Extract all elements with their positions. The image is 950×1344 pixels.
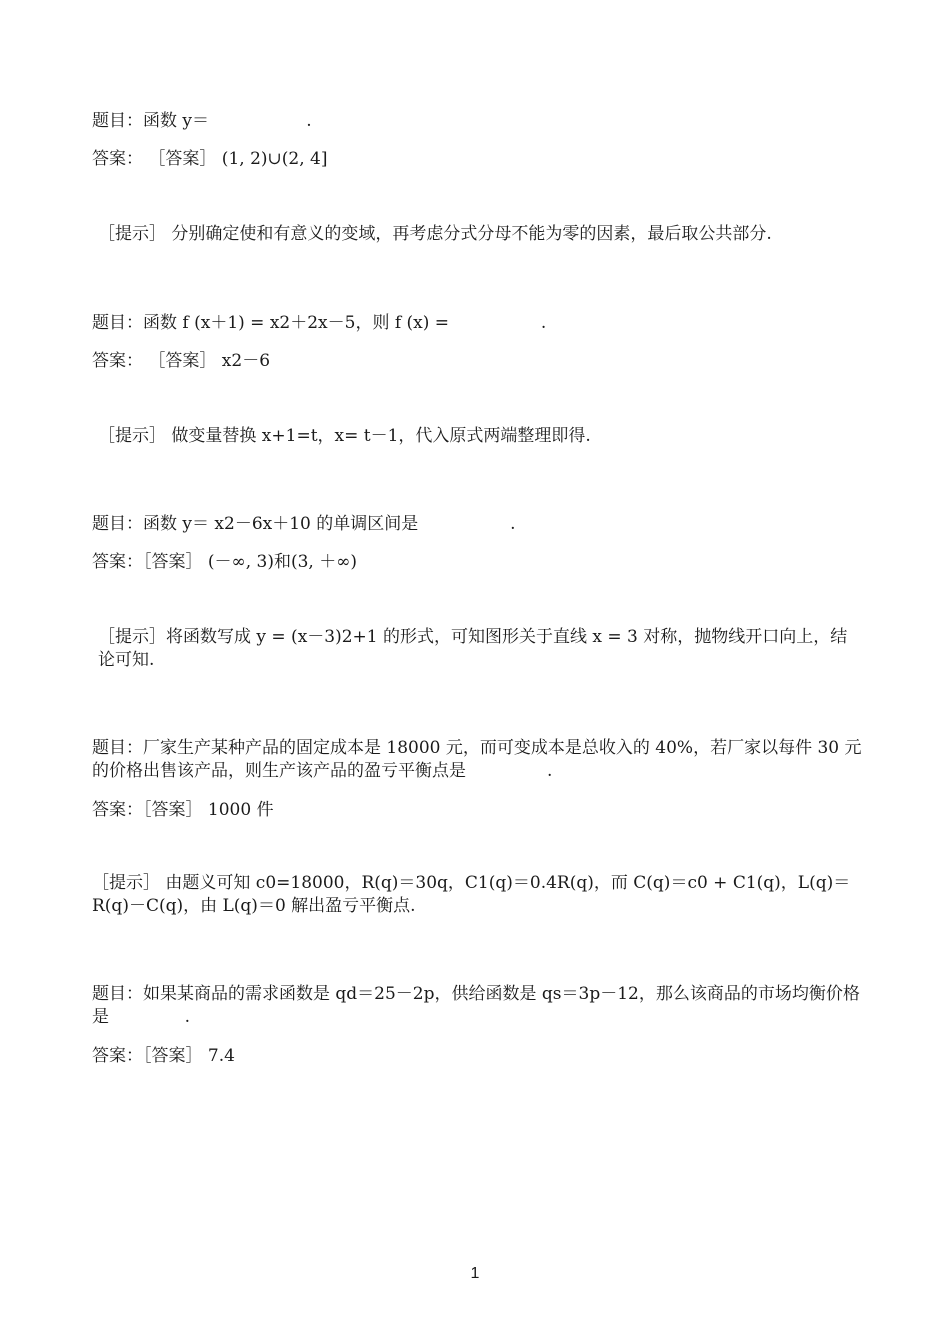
question-1: 题目：函数 y＝ . [92, 111, 312, 131]
answer-4: 答案：［答案］ 1000 件 [92, 800, 274, 820]
answer-2: 答案： ［答案］ x2－6 [92, 351, 271, 371]
page-number: 1 [470, 1265, 480, 1282]
question-2: 题目：函数 f (x＋1) = x2＋2x－5，则 f (x) = . [92, 313, 547, 333]
hint-2: ［提示］ 做变量替换 x+1=t，x= t－1，代入原式两端整理即得. [98, 426, 591, 446]
hint-4: ［提示］ 由题义可知 c0=18000，R(q)＝30q，C1(q)＝0.4R(q)，而 C(q)＝c0 + C1(q)，L(q)＝R(q)－C(q)，由 L(q)＝0 解出盈亏平衡点. [92, 873, 851, 916]
question-3: 题目：函数 y＝ x2－6x＋10 的单调区间是 . [92, 514, 516, 534]
answer-3: 答案：［答案］ (－∞, 3)和(3, ＋∞) [92, 552, 358, 572]
hint-1: ［提示］ 分别确定使和有意义的变域，再考虑分式分母不能为零的因素，最后取公共部分. [98, 224, 772, 244]
answer-1: 答案： ［答案］ (1, 2)∪(2, 4] [92, 149, 328, 169]
question-5: 题目：如果某商品的需求函数是 qd＝25－2p，供给函数是 qs＝3p－12，那么该商品的市场均衡价格是 . [92, 984, 860, 1027]
question-4: 题目：厂家生产某种产品的固定成本是 18000 元，而可变成本是总收入的 40%，若厂家以每件 30 元的价格出售该产品，则生产该产品的盈亏平衡点是 . [92, 738, 862, 781]
hint-3: ［提示］将函数写成 y = (x－3)2+1 的形式，可知图形关于直线 x = 3 对称，抛物线开口向上，结论可知. [98, 627, 848, 670]
answer-5: 答案：［答案］ 7.4 [92, 1046, 235, 1066]
